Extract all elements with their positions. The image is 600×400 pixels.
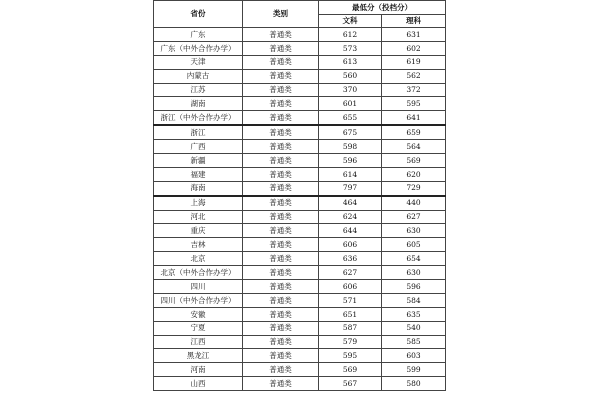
province-cell: 河北 bbox=[154, 210, 243, 224]
table-row bbox=[154, 238, 446, 252]
province-cell: 内蒙古 bbox=[154, 69, 243, 83]
table-row bbox=[154, 321, 446, 335]
province-cell: 广东（中外合作办学） bbox=[154, 41, 243, 55]
liberal-arts-score-cell: 636 bbox=[319, 252, 382, 266]
liberal-arts-score-cell: 651 bbox=[319, 307, 382, 321]
science-header: 理科 bbox=[382, 15, 446, 28]
category-cell: 普通类 bbox=[243, 69, 319, 83]
science-score-cell: 627 bbox=[382, 210, 446, 224]
liberal-arts-header: 文科 bbox=[319, 15, 382, 28]
liberal-arts-score-cell: 579 bbox=[319, 335, 382, 349]
category-cell: 普通类 bbox=[243, 377, 319, 391]
category-cell: 普通类 bbox=[243, 321, 319, 335]
science-score-cell: 540 bbox=[382, 321, 446, 335]
liberal-arts-score-cell: 613 bbox=[319, 55, 382, 69]
liberal-arts-score-cell: 675 bbox=[319, 125, 382, 139]
category-cell: 普通类 bbox=[243, 41, 319, 55]
table-row bbox=[154, 293, 446, 307]
category-cell: 普通类 bbox=[243, 252, 319, 266]
table-row bbox=[154, 181, 446, 195]
liberal-arts-score-cell: 370 bbox=[319, 83, 382, 97]
table-row bbox=[154, 69, 446, 83]
science-score-cell: 654 bbox=[382, 252, 446, 266]
science-score-cell: 585 bbox=[382, 335, 446, 349]
province-cell: 广西 bbox=[154, 140, 243, 154]
liberal-arts-score-cell: 797 bbox=[319, 181, 382, 195]
science-score-cell: 440 bbox=[382, 196, 446, 210]
category-cell: 普通类 bbox=[243, 224, 319, 238]
science-score-cell: 729 bbox=[382, 181, 446, 195]
province-cell: 广东 bbox=[154, 28, 243, 42]
province-cell: 黑龙江 bbox=[154, 349, 243, 363]
liberal-arts-score-cell: 606 bbox=[319, 238, 382, 252]
science-score-cell: 603 bbox=[382, 349, 446, 363]
liberal-arts-score-cell: 612 bbox=[319, 28, 382, 42]
province-cell: 湖南 bbox=[154, 97, 243, 111]
liberal-arts-score-cell: 644 bbox=[319, 224, 382, 238]
category-cell: 普通类 bbox=[243, 83, 319, 97]
province-cell: 天津 bbox=[154, 55, 243, 69]
province-cell: 海南 bbox=[154, 181, 243, 195]
admission-score-table bbox=[153, 0, 446, 391]
province-cell: 江苏 bbox=[154, 83, 243, 97]
science-score-cell: 599 bbox=[382, 363, 446, 377]
science-score-cell: 619 bbox=[382, 55, 446, 69]
liberal-arts-score-cell: 571 bbox=[319, 293, 382, 307]
liberal-arts-score-cell: 596 bbox=[319, 154, 382, 168]
science-score-cell: 595 bbox=[382, 97, 446, 111]
category-cell: 普通类 bbox=[243, 55, 319, 69]
table-row bbox=[154, 280, 446, 294]
science-score-cell: 602 bbox=[382, 41, 446, 55]
science-score-cell: 659 bbox=[382, 125, 446, 139]
category-cell: 普通类 bbox=[243, 363, 319, 377]
science-score-cell: 372 bbox=[382, 83, 446, 97]
science-score-cell: 562 bbox=[382, 69, 446, 83]
province-cell: 宁夏 bbox=[154, 321, 243, 335]
science-score-cell: 584 bbox=[382, 293, 446, 307]
science-score-cell: 605 bbox=[382, 238, 446, 252]
table-row bbox=[154, 111, 446, 125]
category-header: 类别 bbox=[243, 1, 319, 28]
liberal-arts-score-cell: 595 bbox=[319, 349, 382, 363]
table-row bbox=[154, 224, 446, 238]
table-row bbox=[154, 167, 446, 181]
table-row bbox=[154, 28, 446, 42]
category-cell: 普通类 bbox=[243, 280, 319, 294]
science-score-cell: 569 bbox=[382, 154, 446, 168]
province-cell: 四川 bbox=[154, 280, 243, 294]
science-score-cell: 631 bbox=[382, 28, 446, 42]
province-cell: 福建 bbox=[154, 167, 243, 181]
liberal-arts-score-cell: 569 bbox=[319, 363, 382, 377]
table-row bbox=[154, 140, 446, 154]
science-score-cell: 635 bbox=[382, 307, 446, 321]
table-row bbox=[154, 252, 446, 266]
table-row bbox=[154, 97, 446, 111]
province-cell: 山西 bbox=[154, 377, 243, 391]
science-score-cell: 564 bbox=[382, 140, 446, 154]
science-score-cell: 630 bbox=[382, 224, 446, 238]
category-cell: 普通类 bbox=[243, 154, 319, 168]
liberal-arts-score-cell: 655 bbox=[319, 111, 382, 125]
category-cell: 普通类 bbox=[243, 97, 319, 111]
min-score-header: 最低分（投档分） bbox=[319, 1, 446, 15]
liberal-arts-score-cell: 567 bbox=[319, 377, 382, 391]
category-cell: 普通类 bbox=[243, 349, 319, 363]
category-cell: 普通类 bbox=[243, 266, 319, 280]
liberal-arts-score-cell: 624 bbox=[319, 210, 382, 224]
category-cell: 普通类 bbox=[243, 140, 319, 154]
category-cell: 普通类 bbox=[243, 111, 319, 125]
category-cell: 普通类 bbox=[243, 28, 319, 42]
category-cell: 普通类 bbox=[243, 196, 319, 210]
science-score-cell: 630 bbox=[382, 266, 446, 280]
table-row bbox=[154, 349, 446, 363]
category-cell: 普通类 bbox=[243, 125, 319, 139]
category-cell: 普通类 bbox=[243, 238, 319, 252]
province-cell: 江西 bbox=[154, 335, 243, 349]
province-cell: 四川（中外合作办学） bbox=[154, 293, 243, 307]
liberal-arts-score-cell: 606 bbox=[319, 280, 382, 294]
province-header: 省份 bbox=[154, 1, 243, 28]
score-table-page bbox=[153, 0, 445, 400]
table-body bbox=[154, 28, 446, 391]
science-score-cell: 596 bbox=[382, 280, 446, 294]
liberal-arts-score-cell: 560 bbox=[319, 69, 382, 83]
province-cell: 北京（中外合作办学） bbox=[154, 266, 243, 280]
liberal-arts-score-cell: 614 bbox=[319, 167, 382, 181]
liberal-arts-score-cell: 598 bbox=[319, 140, 382, 154]
province-cell: 重庆 bbox=[154, 224, 243, 238]
table-row bbox=[154, 363, 446, 377]
science-score-cell: 620 bbox=[382, 167, 446, 181]
table-row bbox=[154, 335, 446, 349]
table-row bbox=[154, 154, 446, 168]
liberal-arts-score-cell: 573 bbox=[319, 41, 382, 55]
category-cell: 普通类 bbox=[243, 181, 319, 195]
table-row bbox=[154, 266, 446, 280]
province-cell: 吉林 bbox=[154, 238, 243, 252]
category-cell: 普通类 bbox=[243, 335, 319, 349]
category-cell: 普通类 bbox=[243, 293, 319, 307]
table-row bbox=[154, 196, 446, 210]
province-cell: 安徽 bbox=[154, 307, 243, 321]
science-score-cell: 641 bbox=[382, 111, 446, 125]
province-cell: 浙江（中外合作办学） bbox=[154, 111, 243, 125]
category-cell: 普通类 bbox=[243, 210, 319, 224]
table-row bbox=[154, 377, 446, 391]
province-cell: 浙江 bbox=[154, 125, 243, 139]
table-row bbox=[154, 125, 446, 139]
header-row bbox=[154, 1, 446, 15]
category-cell: 普通类 bbox=[243, 307, 319, 321]
table-row bbox=[154, 210, 446, 224]
province-cell: 上海 bbox=[154, 196, 243, 210]
province-cell: 河南 bbox=[154, 363, 243, 377]
liberal-arts-score-cell: 464 bbox=[319, 196, 382, 210]
province-cell: 新疆 bbox=[154, 154, 243, 168]
liberal-arts-score-cell: 601 bbox=[319, 97, 382, 111]
table-row bbox=[154, 307, 446, 321]
liberal-arts-score-cell: 587 bbox=[319, 321, 382, 335]
category-cell: 普通类 bbox=[243, 167, 319, 181]
table-row bbox=[154, 55, 446, 69]
province-cell: 北京 bbox=[154, 252, 243, 266]
table-row bbox=[154, 83, 446, 97]
science-score-cell: 580 bbox=[382, 377, 446, 391]
liberal-arts-score-cell: 627 bbox=[319, 266, 382, 280]
table-row bbox=[154, 41, 446, 55]
